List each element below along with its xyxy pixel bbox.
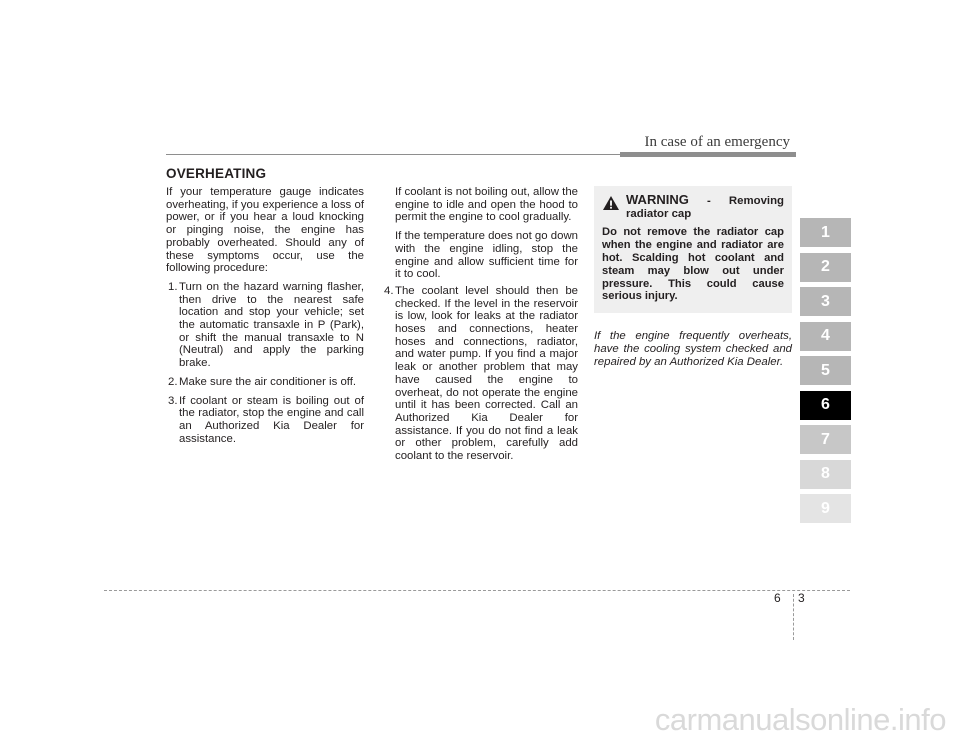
column-2	[382, 186, 578, 463]
chapter-tab-8[interactable]: 8	[800, 460, 851, 489]
chapter-tab-4[interactable]: 4	[800, 322, 851, 351]
intro-paragraph: If your temperature gauge indicates overheating, if you experience a loss of power, or if you hear a loud knocking or pinging noise, the engine has probably overheated. Should any of these symptoms occur, use the following procedure:	[166, 186, 364, 275]
chapter-tab-5[interactable]: 5	[800, 356, 851, 385]
step-3-continuation-2: If the temperature does not go down with the engine idling, stop the engine and allow sufficient time for it to cool.	[395, 230, 579, 281]
chapter-tab-3[interactable]: 3	[800, 287, 851, 316]
page-number: 3	[798, 591, 805, 605]
column-1	[166, 186, 364, 445]
procedure-step-1: 1. Turn on the hazard warning flasher, then drive to the nearest safe location and stop your vehicle; set the automatic transaxle in P (Park), or shift the manual transaxle to N (Neutral) and apply the parking brake.	[168, 280, 364, 370]
running-header: In case of an emergency	[644, 134, 790, 150]
chapter-tab-9[interactable]: 9	[800, 494, 851, 523]
warning-header	[602, 194, 784, 220]
footer-dashed-divider	[793, 594, 794, 640]
section-title: OVERHEATING	[166, 166, 267, 181]
footer-dashed-rule	[104, 590, 850, 591]
page-chapter-number: 6	[774, 591, 781, 605]
procedure-list	[166, 281, 364, 445]
header-bar	[620, 152, 796, 157]
warning-subtitle: - Removing radiator cap	[626, 195, 784, 220]
chapter-tabs	[800, 218, 851, 529]
warning-box	[594, 186, 792, 313]
warning-title	[626, 194, 784, 220]
procedure-step-2: 2. Make sure the air conditioner is off.	[168, 375, 357, 388]
chapter-tab-1[interactable]: 1	[800, 218, 851, 247]
warning-triangle-icon	[602, 195, 620, 211]
watermark: carmanualsonline.info	[654, 702, 946, 737]
chapter-tab-2[interactable]: 2	[800, 253, 851, 282]
warning-body: Do not remove the radiator cap when the engine and radiator are hot. Scalding hot coolant and steam may blow out under pressure. This could cause serious injury.	[602, 226, 784, 303]
service-note: If the engine frequently overheats, have the cooling system checked and repaired by an Authorized Kia Dealer.	[594, 330, 792, 368]
procedure-list-continued	[382, 285, 578, 463]
chapter-tab-7[interactable]: 7	[800, 425, 851, 454]
column-3	[594, 186, 792, 368]
chapter-tab-6-active[interactable]: 6	[800, 391, 851, 420]
step-3-continuation-1: If coolant is not boiling out, allow the engine to idle and open the hood to permit the engine to cool gradually.	[395, 186, 578, 224]
procedure-step-4: 4. The coolant level should then be checked. If the level in the reservoir is low, look for leaks at the radiator hoses and connections, heater hoses and connections, radiator, and water pump. If you find a major leak or another problem that may have caused the engine to overheat, do not operate the engine until it has been corrected. Call an Authorized Kia Dealer for assistance. If you do not find a leak or other problem, carefully add coolant to the reservoir.	[384, 284, 578, 463]
warning-word: WARNING	[626, 192, 689, 207]
procedure-step-3: 3. If coolant or steam is boiling out of the radiator, stop the engine and call an Authorized Kia Dealer for assistance.	[168, 394, 364, 445]
